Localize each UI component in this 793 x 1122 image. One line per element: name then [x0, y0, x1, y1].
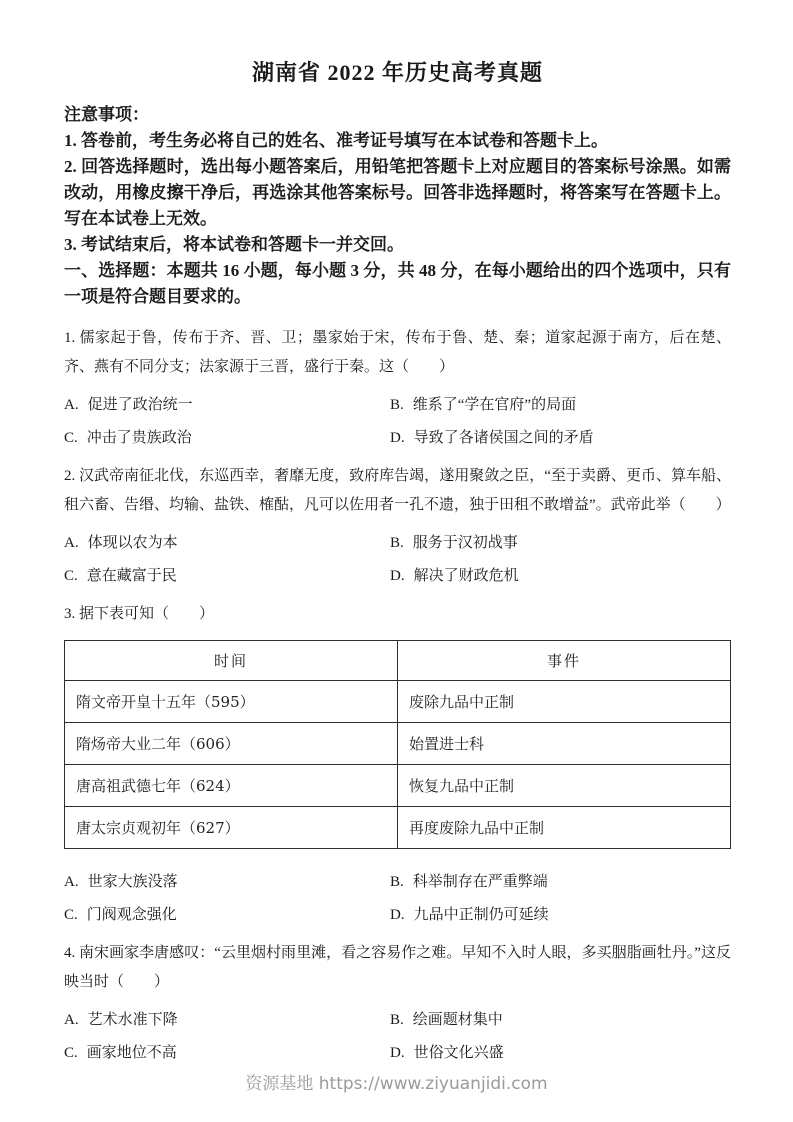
option [390, 396, 731, 415]
option-label: B. [390, 1012, 404, 1028]
option [64, 1044, 390, 1063]
option-text: 九品中正制仍可延续 [413, 907, 549, 923]
option [390, 1044, 731, 1063]
option-text: 艺术水准下降 [87, 1012, 178, 1028]
question-block [64, 939, 731, 1063]
option [64, 429, 390, 448]
question-stem: 4. 南宋画家李唐感叹：“云里烟村雨里滩，看之容易作之难。早知不入时人眼，多买胭脂画牡丹。”这反映当时（ ） [64, 945, 731, 990]
question-stem: 2. 汉武帝南征北伐，东巡西幸，奢靡无度，致府库告竭，遂用聚敛之臣，“至于卖爵、更币、算车船、租六畜、告缗、均输、盐铁、榷酤，凡可以佐用者一孔不遗，独于田租不敢增益”。武帝此举（ ） [64, 468, 731, 513]
option [64, 534, 390, 553]
option [390, 567, 731, 586]
option-label: C. [64, 1045, 78, 1061]
option-label: C. [64, 907, 78, 923]
option-text: 绘画题材集中 [412, 1012, 503, 1028]
option-text: 体现以农为本 [87, 535, 178, 551]
exam-table [64, 640, 731, 849]
table-cell: 隋炀帝大业二年（606） [65, 723, 398, 765]
option-label: C. [64, 568, 78, 584]
question-block [64, 462, 731, 586]
notice-heading: 注意事项： [64, 105, 149, 124]
option-label: C. [64, 430, 78, 446]
option-label: D. [390, 430, 405, 446]
table-header-cell: 时间 [65, 641, 398, 681]
option-text: 世俗文化兴盛 [413, 1045, 504, 1061]
page-title: 湖南省 2022 年历史高考真题 [251, 60, 543, 85]
option-text: 解决了财政危机 [413, 568, 519, 584]
question-block [64, 600, 731, 925]
option-label: D. [390, 568, 405, 584]
option [390, 534, 731, 553]
table-cell: 始置进士科 [398, 723, 731, 765]
option-text: 服务于汉初战事 [412, 535, 518, 551]
notice-item: 1. 答卷前，考生务必将自己的姓名、准考证号填写在本试卷和答题卡上。 [64, 131, 608, 150]
table-cell: 废除九品中正制 [398, 681, 731, 723]
options-grid [64, 396, 731, 448]
option-label: B. [390, 397, 404, 413]
options-grid [64, 534, 731, 586]
table-row [65, 765, 731, 807]
section-heading: 一、选择题：本题共 16 小题，每小题 3 分，共 48 分，在每小题给出的四个选项中，只有一项是符合题目要求的。 [64, 261, 731, 306]
option [64, 873, 390, 892]
option-text: 科举制存在严重弊端 [412, 874, 548, 890]
option [64, 1011, 390, 1030]
question-stem: 3. 据下表可知（ ） [64, 606, 215, 622]
option-label: A. [64, 397, 79, 413]
table-row [65, 807, 731, 849]
question-stem: 1. 儒家起于鲁，传布于齐、晋、卫；墨家始于宋，传布于鲁、楚、秦；道家起源于南方，后在楚、齐、燕有不同分支；法家源于三晋，盛行于秦。这（ ） [64, 330, 731, 375]
option-label: A. [64, 1012, 79, 1028]
option-label: B. [390, 874, 404, 890]
option-label: D. [390, 907, 405, 923]
option-label: D. [390, 1045, 405, 1061]
options-grid [64, 873, 731, 925]
watermark-footer: 资源基地 https://www.ziyuanjidi.com [245, 1074, 548, 1094]
option-text: 画家地位不高 [86, 1045, 177, 1061]
table-row [65, 681, 731, 723]
option-text: 意在藏富于民 [86, 568, 177, 584]
option [390, 873, 731, 892]
option [390, 429, 731, 448]
options-grid [64, 1011, 731, 1063]
table-cell: 隋文帝开皇十五年（595） [65, 681, 398, 723]
option [64, 396, 390, 415]
option-text: 世家大族没落 [87, 874, 178, 890]
table-cell: 唐太宗贞观初年（627） [65, 807, 398, 849]
table-row [65, 723, 731, 765]
option-text: 维系了“学在官府”的局面 [412, 397, 577, 413]
option-text: 导致了各诸侯国之间的矛盾 [413, 430, 594, 446]
table-cell: 恢复九品中正制 [398, 765, 731, 807]
table-cell: 再度废除九品中正制 [398, 807, 731, 849]
table-header-cell: 事件 [398, 641, 731, 681]
option [64, 567, 390, 586]
option-label: A. [64, 535, 79, 551]
option-text: 促进了政治统一 [87, 397, 193, 413]
option [64, 906, 390, 925]
notice-item: 2. 回答选择题时，选出每小题答案后，用铅笔把答题卡上对应题目的答案标号涂黑。如需改动，用橡皮擦干净后，再选涂其他答案标号。回答非选择题时，将答案写在答题卡上。写在本试卷上无效。 [64, 157, 731, 228]
option [390, 1011, 731, 1030]
table-cell: 唐高祖武德七年（624） [65, 765, 398, 807]
notice-item: 3. 考试结束后，将本试卷和答题卡一并交回。 [64, 235, 404, 254]
option-label: B. [390, 535, 404, 551]
option-label: A. [64, 874, 79, 890]
option-text: 冲击了贵族政治 [86, 430, 192, 446]
question-block [64, 324, 731, 448]
option-text: 门阀观念强化 [86, 907, 177, 923]
option [390, 906, 731, 925]
table-header-row [65, 641, 731, 681]
